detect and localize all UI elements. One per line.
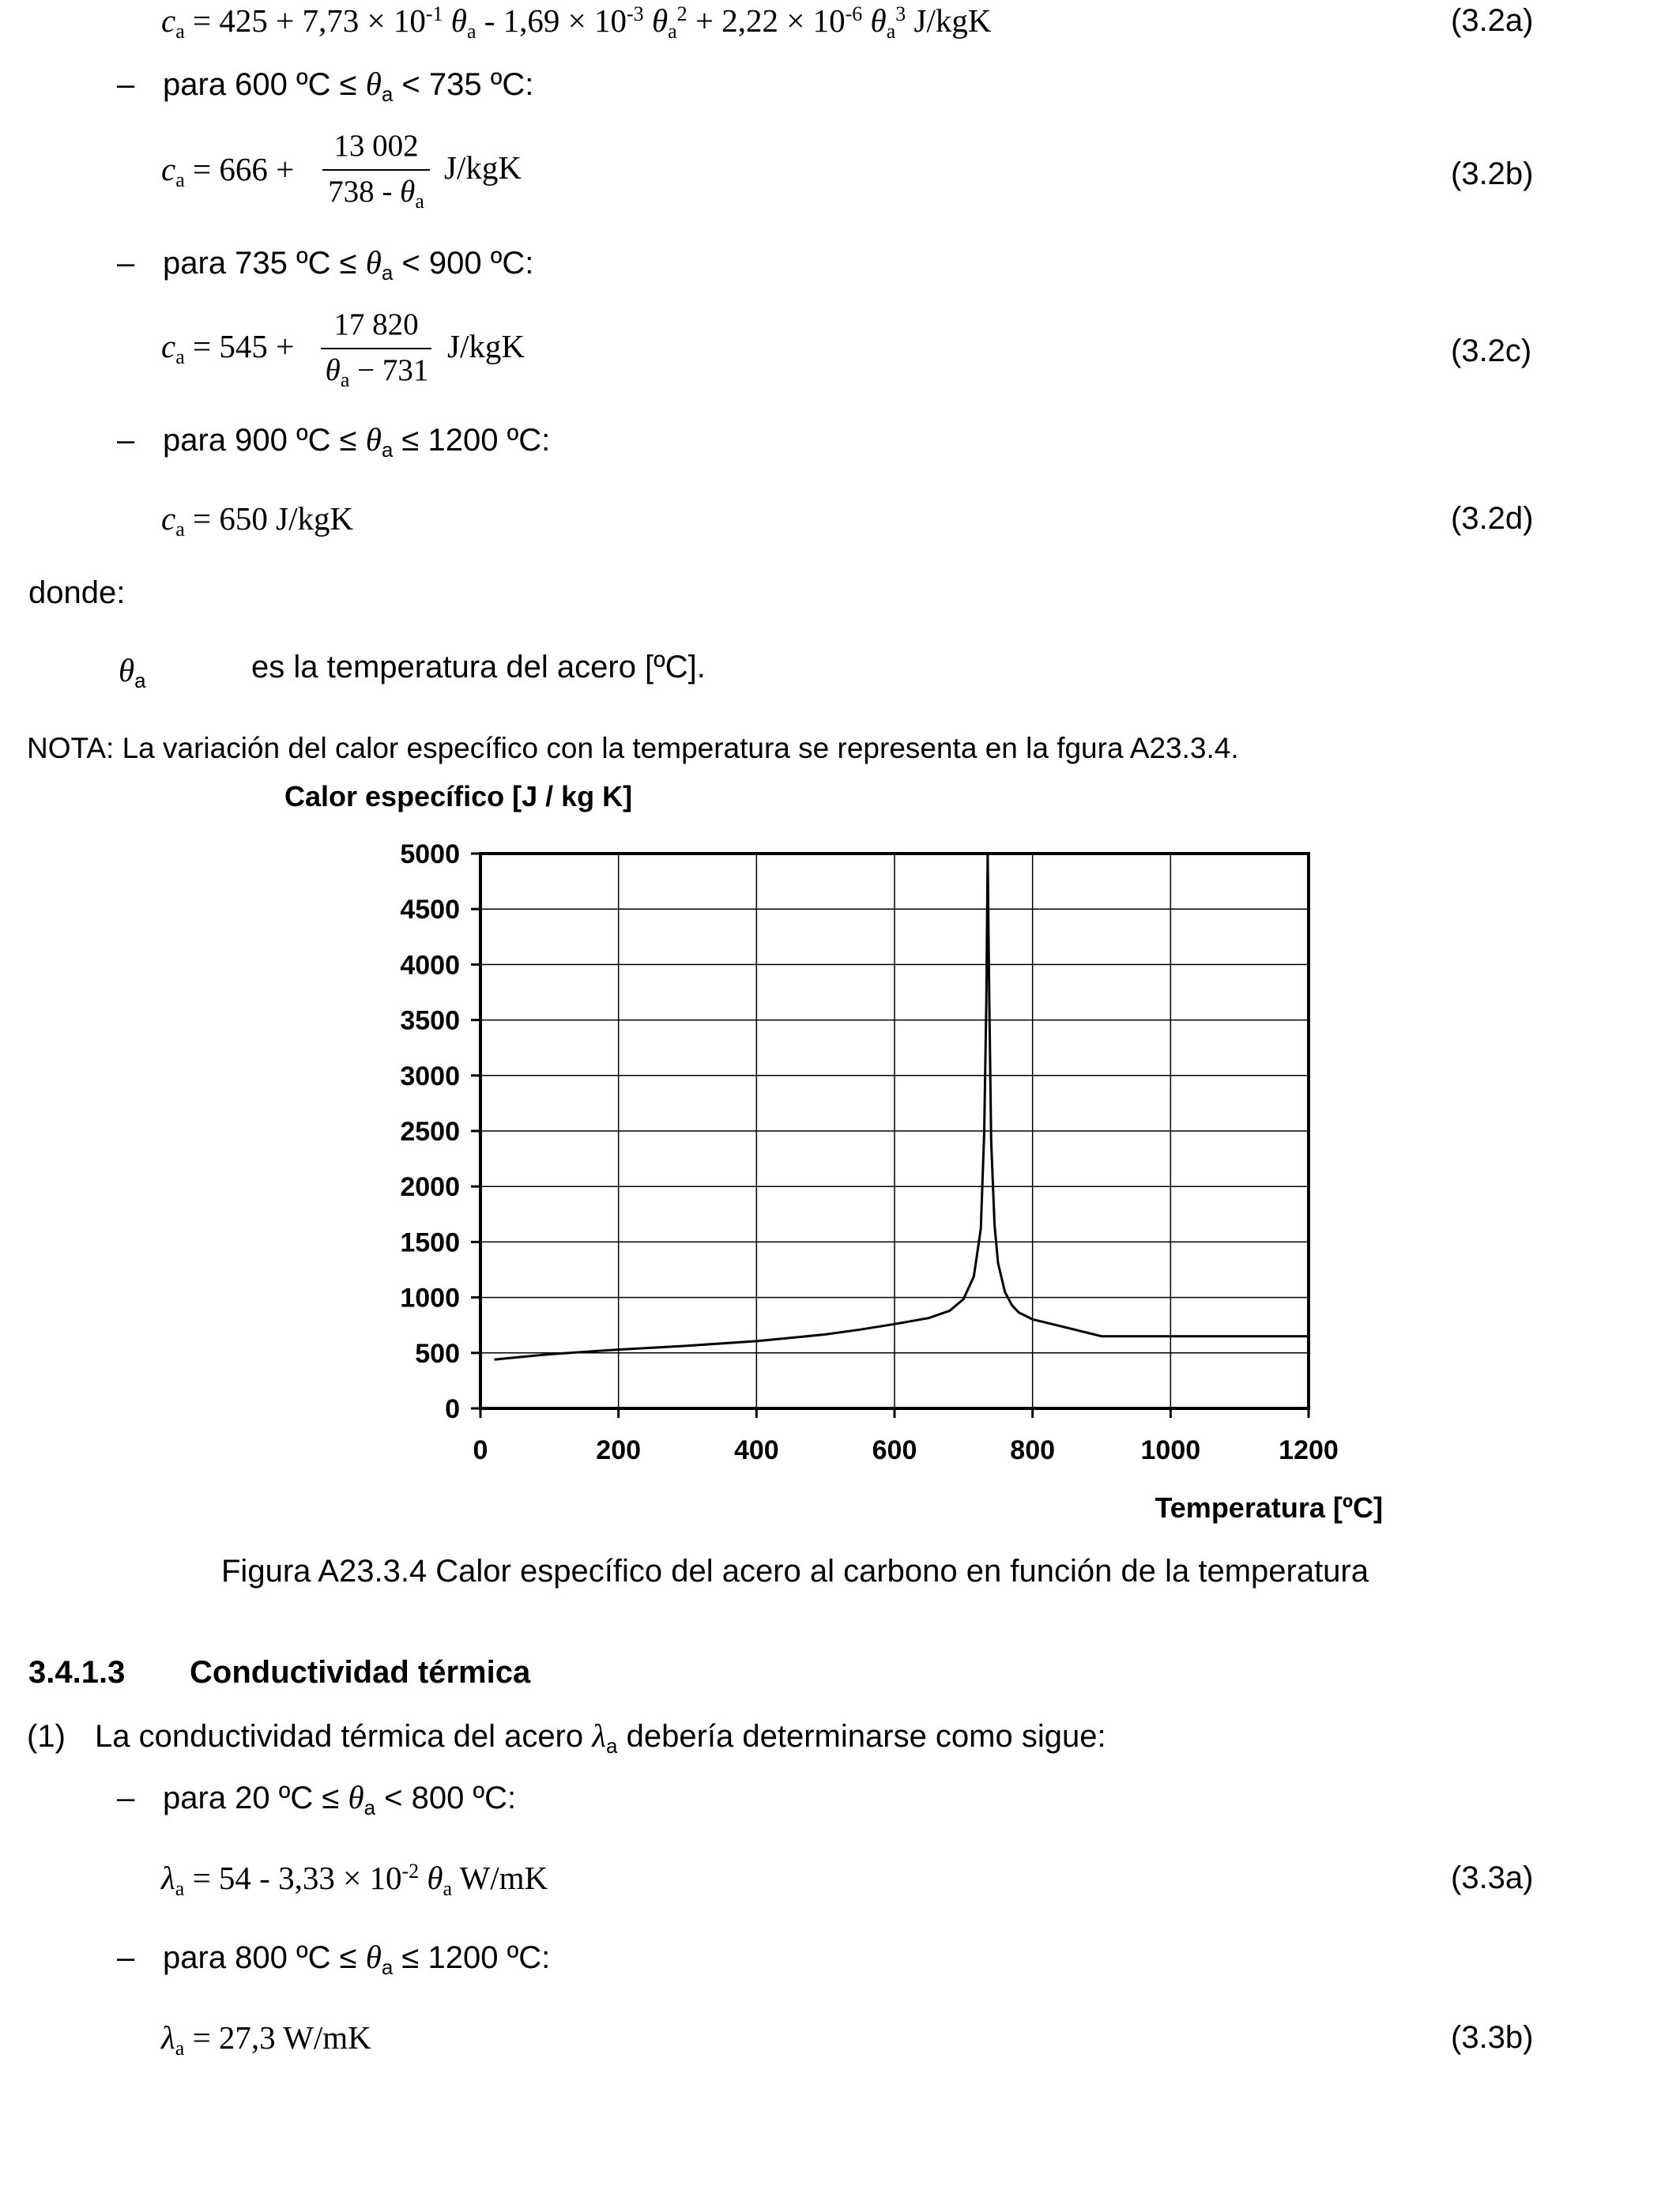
figure-caption: Figura A23.3.4 Calor específico del acero al carbono en función de la temperatura — [221, 1554, 1369, 1589]
fraction-denominator: $738 - \theta_a$ — [328, 175, 424, 213]
y-tick-label: 500 — [415, 1338, 460, 1369]
fraction-denominator: $\theta_a - 731$ — [325, 353, 429, 391]
condition-20-800: – para 20 ºC ≤ $\theta_a < 800$ ºC: — [117, 1779, 517, 1819]
unit: J/kgK — [447, 328, 525, 364]
y-tick-label: 3000 — [400, 1061, 460, 1091]
equation-number-3-2a: (3.2a) — [1451, 3, 1534, 38]
condition-735-900: – para 735 ºC ≤ $\theta_a < 900$ ºC: — [117, 244, 534, 285]
fraction-numerator: 17 820 — [333, 307, 419, 341]
y-tick-label: 2500 — [400, 1117, 460, 1147]
x-tick-label: 0 — [473, 1435, 488, 1465]
y-tick-label: 5000 — [400, 839, 460, 869]
specific-heat-curve — [495, 854, 1309, 1359]
unit: J/kgK — [444, 149, 522, 186]
equation-number-3-3a: (3.3a) — [1451, 1860, 1534, 1895]
section-title: Conductividad térmica — [190, 1655, 531, 1690]
y-axis-label: Calor específico [J / kg K] — [284, 780, 633, 812]
y-tick-label: 0 — [445, 1394, 460, 1424]
equation-number-3-3b: (3.3b) — [1451, 2020, 1534, 2055]
equation-3-3a: $\lambda_a = 54 - 3,33 \times 10^{-2}$ $\theta_a$ W/mK — [161, 1860, 548, 1900]
equation-number-3-2c: (3.2c) — [1451, 334, 1532, 368]
axis-ticks — [400, 839, 1338, 1465]
equation-number-3-2d: (3.2d) — [1451, 501, 1534, 536]
definition-theta: $\theta_a$ — [119, 652, 146, 692]
x-tick-label: 600 — [872, 1435, 917, 1465]
condition-900-1200: – para 900 ºC ≤ $\theta_a \le 1200$ ºC: — [117, 421, 551, 462]
x-tick-label: 1000 — [1140, 1435, 1201, 1465]
y-tick-label: 1500 — [400, 1227, 460, 1258]
condition-600-735: – para 600 ºC ≤ $\theta_a < 735$ ºC: — [117, 66, 534, 106]
equation-3-2a: $c_a = 425 + 7,73 \times 10^{-1}$ $\theta_a - 1,69 \times 10^{-3}$ $\theta_a^2 + 2,22 \times 10^{-6}$ $\theta_a^3$ J/kgK — [161, 2, 992, 43]
section-number: 3.4.1.3 — [28, 1655, 126, 1690]
specific-heat-chart — [0, 775, 1680, 1604]
x-axis-label: Temperatura [ºC] — [1155, 1491, 1383, 1524]
equation-number-3-2b: (3.2b) — [1451, 156, 1534, 191]
equation-3-2d: $c_a = 650$ J/kgK — [161, 500, 354, 541]
condition-800-1200: – para 800 ºC ≤ $\theta_a \le 1200$ ºC: — [117, 1939, 551, 1979]
x-tick-label: 1200 — [1279, 1435, 1339, 1465]
where-label: donde: — [28, 575, 126, 610]
y-tick-label: 4000 — [400, 950, 460, 981]
x-tick-label: 200 — [596, 1435, 642, 1465]
y-tick-label: 3500 — [400, 1005, 460, 1036]
y-tick-label: 4500 — [400, 895, 460, 925]
y-tick-label: 2000 — [400, 1172, 460, 1203]
fraction-numerator: 13 002 — [333, 129, 419, 163]
x-tick-label: 400 — [733, 1435, 779, 1465]
paragraph-1: (1) La conductividad térmica del acero $\lambda_a$ debería determinarse como sigue: — [27, 1717, 1106, 1758]
equation-3-3b: $\lambda_a = 27,3$ W/mK — [161, 2019, 371, 2060]
definition-theta-text: es la temperatura del acero [ºC]. — [251, 650, 706, 684]
x-tick-label: 800 — [1010, 1435, 1056, 1465]
y-tick-label: 1000 — [400, 1283, 460, 1314]
note-text: NOTA: La variación del calor específico con la temperatura se representa en la fgura A23.3.4. — [27, 732, 1239, 764]
